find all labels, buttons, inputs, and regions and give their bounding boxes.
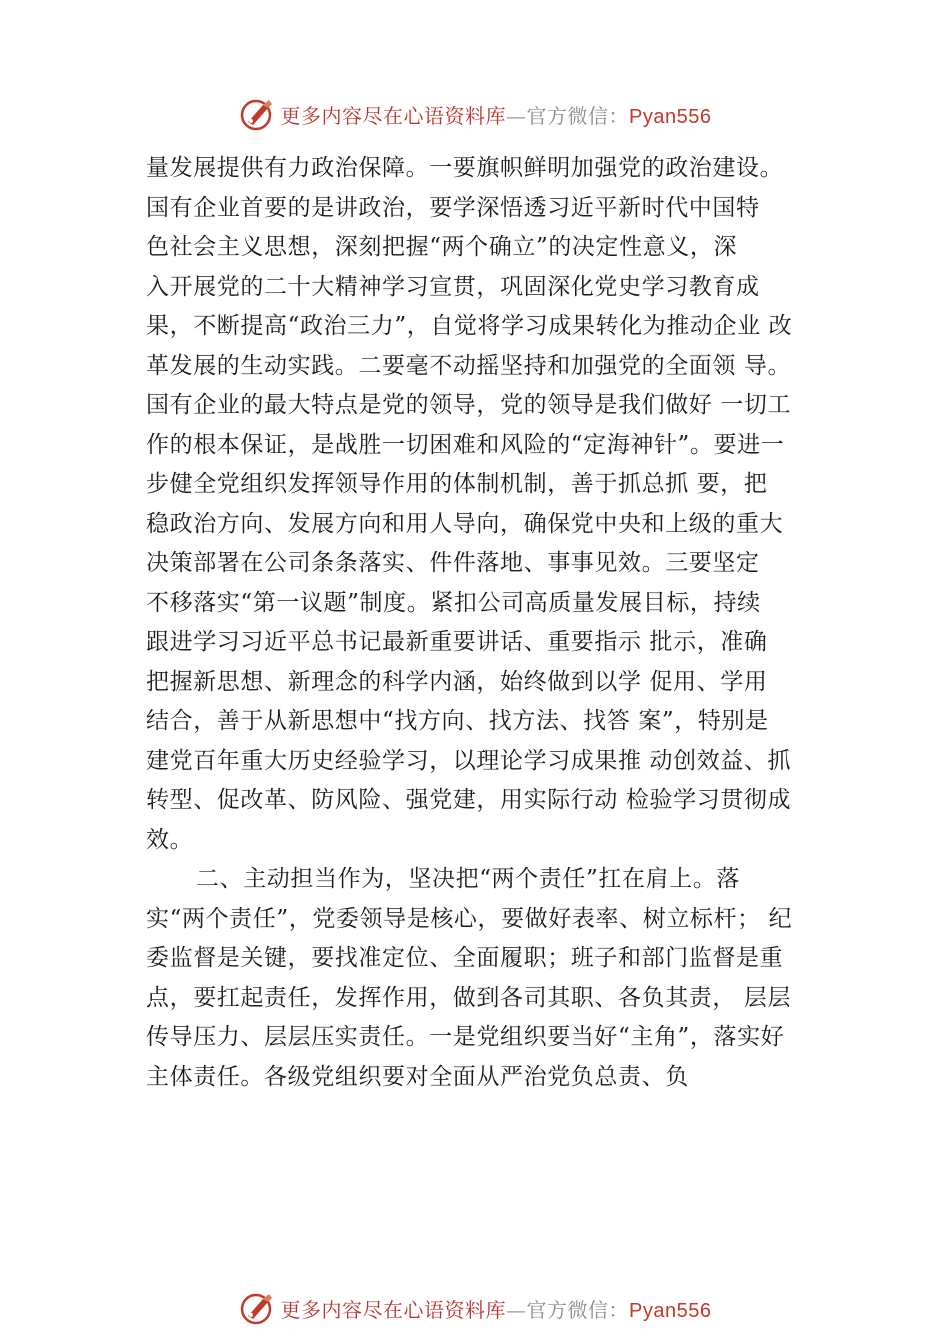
text-line: 步健全党组织发挥领导作用的体制机制，善于抓总抓 要，把 bbox=[146, 471, 768, 497]
text-line: 转型、促改革、防风险、强党建，用实际行动 检验学习贯彻成 bbox=[146, 787, 792, 813]
text-line: 实“两个责任”，党委领导是核心，要做好表率、树立标杆； 纪 bbox=[146, 905, 793, 932]
section-heading-line: 二、主动担当作为，坚决把“两个责任”扛在肩上。落 bbox=[196, 866, 740, 892]
header-watermark-banner bbox=[0, 94, 950, 134]
wechat-id: Pyan556 bbox=[629, 105, 712, 128]
separator-dash: — bbox=[506, 1297, 527, 1322]
text-line: 果，不断提高“政治三力”，自觉将学习成果转化为推动企业 改 bbox=[146, 313, 793, 339]
text-line: 稳政治方向、发展方向和用人导向，确保党中央和上级的重大 bbox=[146, 510, 784, 537]
separator-dash: — bbox=[506, 103, 527, 128]
wechat-label: 官方微信： bbox=[526, 103, 630, 128]
text-line: 传导压力、层层压实责任。一是党组织要当好“主角”，落实好 bbox=[146, 1024, 785, 1050]
text-line: 革发展的生动实践。二要毫不动摇坚持和加强党的全面领 导。 bbox=[146, 352, 792, 379]
text-line: 建党百年重大历史经验学习，以理论学习成果推 动创效益、抓 bbox=[146, 747, 792, 774]
wechat-label: 官方微信： bbox=[526, 1297, 630, 1322]
watermark-text bbox=[281, 100, 712, 129]
text-line: 跟进学习习近平总书记最新重要讲话、重要指示 批示，准确 bbox=[146, 629, 768, 655]
text-line: 色社会主义思想，深刻把握“两个确立”的决定性意义，深 bbox=[146, 234, 738, 260]
text-line: 不移落实“第一议题”制度。紧扣公司高质量发展目标，持续 bbox=[146, 589, 761, 616]
text-line: 作的根本保证，是战胜一切困难和风险的“定海神针”。要进一 bbox=[146, 431, 785, 458]
pen-logo-icon bbox=[239, 1290, 275, 1326]
text-line: 结合，善于从新思想中“找方向、找方法、找答 案”，特别是 bbox=[146, 708, 769, 734]
text-line: 把握新思想、新理念的科学内涵，始终做到以学 促用、学用 bbox=[146, 668, 768, 695]
text-line: 点，要扛起责任，发挥作用，做到各司其职、各负其责， 层层 bbox=[146, 984, 792, 1011]
text-line: 国有企业首要的是讲政治，要学深悟透习近平新时代中国特 bbox=[146, 194, 760, 221]
text-line: 国有企业的最大特点是党的领导，党的领导是我们做好 一切工 bbox=[146, 392, 792, 418]
watermark-text bbox=[281, 1294, 712, 1323]
brand-name: 更多内容尽在心语资料库 bbox=[280, 103, 507, 128]
text-line: 量发展提供有力政治保障。一要旗帜鲜明加强党的政治建设。 bbox=[146, 155, 784, 181]
text-line: 入开展党的二十大精神学习宣贯，巩固深化党史学习教育成 bbox=[146, 273, 760, 300]
text-line: 委监督是关键，要找准定位、全面履职；班子和部门监督是重 bbox=[146, 945, 784, 971]
text-line: 主体责任。各级党组织要对全面从严治党负总责、负 bbox=[146, 1063, 689, 1090]
brand-name: 更多内容尽在心语资料库 bbox=[280, 1297, 507, 1322]
document-body bbox=[146, 149, 846, 1097]
pen-logo-icon bbox=[239, 96, 275, 132]
wechat-id: Pyan556 bbox=[629, 1299, 712, 1322]
text-line: 决策部署在公司条条落实、件件落地、事事见效。三要坚定 bbox=[146, 550, 760, 576]
footer-watermark-banner bbox=[0, 1288, 950, 1328]
text-line: 效。 bbox=[146, 826, 194, 853]
